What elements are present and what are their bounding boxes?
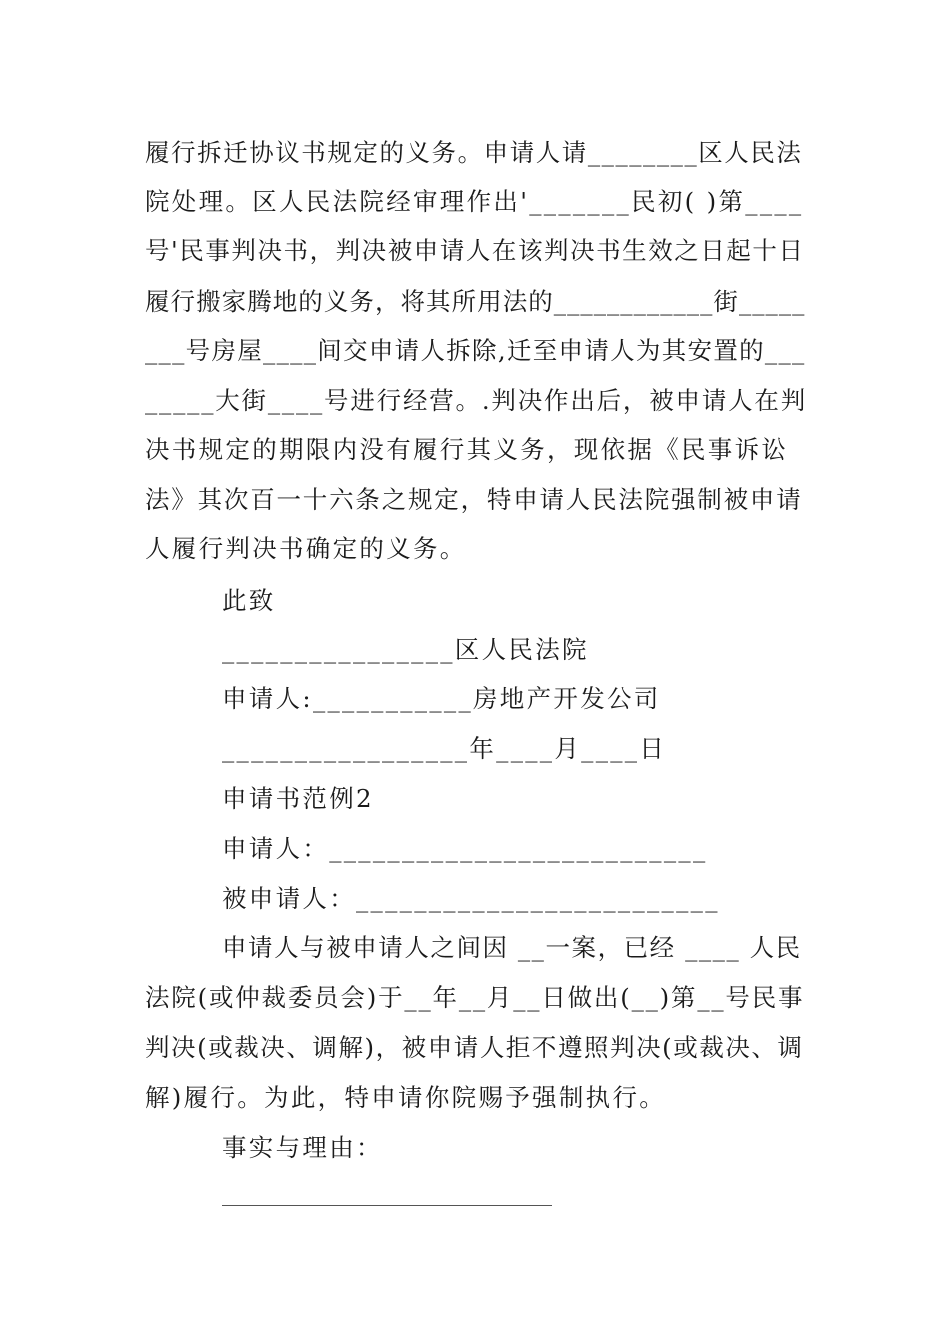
paragraph-line: 法院(或仲裁委员会)于__年__月__日做出(__)第__号民事 [145,983,805,1012]
paragraph-line: 院处理。区人民法院经审理作出'_______民初( )第____ [145,187,804,216]
paragraph-line: 法》其次百一十六条之规定，特申请人民法院强制被申请 [145,485,803,514]
paragraph-line: _____大街____号进行经营。.判决作出后，被申请人在判 [145,386,808,415]
facts-heading: 事实与理由： [222,1133,383,1162]
salutation: 此致 [222,586,276,615]
applicant-line: 申请人：__________________________ [222,834,708,863]
blank-rule [222,1205,552,1206]
paragraph-line: 履行搬家腾地的义务，将其所用法的____________街_____ [145,287,806,316]
paragraph-line: ___号房屋____间交申请人拆除,迁至申请人为其安置的___ [145,336,806,365]
applicant-company-line: 申请人:___________房地产开发公司 [222,684,661,713]
paragraph-line: 解)履行。为此，特申请你院赐予强制执行。 [145,1083,667,1112]
paragraph-line: 号'民事判决书，判决被申请人在该判决书生效之日起十日 [145,236,805,265]
court-name-line: ________________区人民法院 [222,635,589,664]
paragraph-line: 判决(或裁决、调解)，被申请人拒不遵照判决(或裁决、调 [145,1033,804,1062]
paragraph-line: 履行拆迁协议书规定的义务。申请人请________区人民法 [145,138,803,167]
example-title: 申请书范例2 [222,784,374,813]
paragraph-line: 申请人与被申请人之间因 __一案，已经 ____ 人民 [222,933,802,962]
paragraph-line: 人履行判决书确定的义务。 [145,534,467,563]
paragraph-line: 决书规定的期限内没有履行其义务，现依据《民事诉讼 [145,435,789,464]
respondent-line: 被申请人：_________________________ [222,884,720,913]
date-line: _________________年____月____日 [222,734,667,763]
